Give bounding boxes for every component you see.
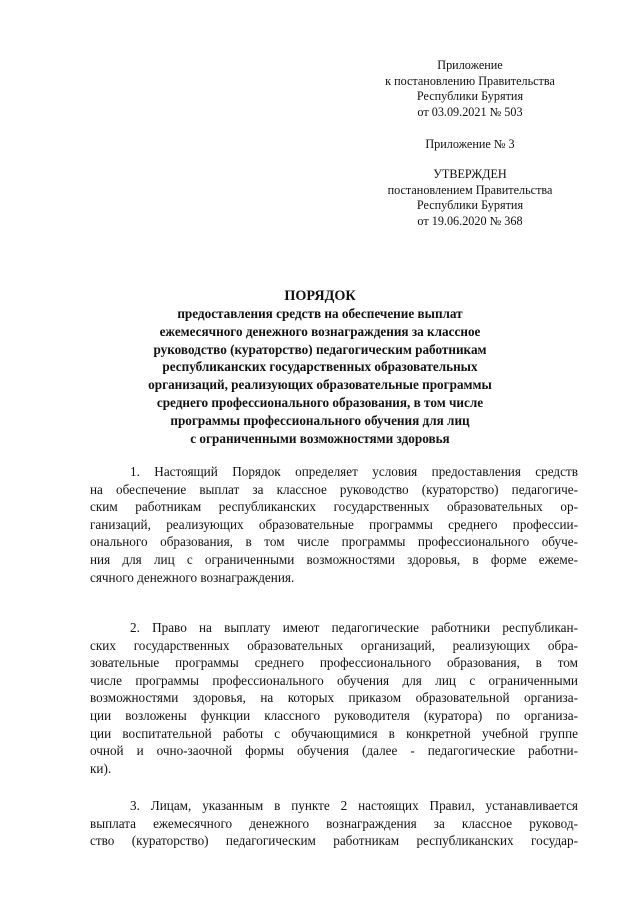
document-title: ПОРЯДОК [284, 288, 356, 304]
paragraph-line: зовательные программы среднего профессионального образования, в том [90, 655, 578, 671]
header-line: Приложение [437, 58, 503, 72]
paragraph-line: очной и очно-заочной формы обучения (далее - педагогические работни- [90, 743, 578, 759]
subtitle-line: республиканских государственных образовательных [162, 359, 478, 375]
paragraph-line: выплата ежемесячного денежного вознаграждения за классное руковод- [90, 815, 578, 831]
subtitle-line: среднего профессионального образования, в том числе [156, 394, 484, 410]
subtitle-line: руководство (кураторство) педагогическим работникам [153, 341, 487, 357]
header-line: от 19.06.2020 № 368 [417, 213, 523, 228]
paragraph-line: ки). [90, 760, 112, 776]
paragraph-line: 2. Право на выплату имеют педагогические работники республикан- [130, 620, 578, 635]
paragraph-1 [90, 463, 578, 586]
paragraph-2 [90, 619, 578, 777]
subtitle-line: ежемесячного денежного вознаграждения за классное [159, 323, 481, 339]
header-line: к постановлению Правительства [385, 73, 555, 88]
header-line: Республики Бурятия [416, 89, 524, 103]
subtitle-line: предоставления средств на обеспечение выплат [177, 306, 463, 321]
paragraph-line: на обеспечение выплат за классное руководство (кураторство) педагогиче- [90, 481, 578, 497]
paragraph-line: 1. Настоящий Порядок определяет условия предоставления средств [130, 464, 578, 479]
paragraph-line: 3. Лицам, указанным в пункте 2 настоящих Правил, устанавливается [130, 798, 578, 813]
approval-header [365, 167, 575, 229]
paragraph-line: ство (кураторство) педагогическим работникам республиканских государ- [90, 833, 578, 849]
paragraph-line: ганизаций, реализующих образовательные программы среднего профессии- [90, 516, 578, 532]
paragraph-line: числе программы профессионального обучения для лиц с ограниченными [90, 672, 578, 688]
subtitle-line: с ограниченными возможностями здоровья [190, 430, 450, 446]
paragraph-line: ния для лиц с ограниченными возможностями здоровья, в форме ежеме- [90, 551, 578, 567]
header-line: постановлением Правительства [387, 182, 553, 197]
subtitle-line: организаций, реализующих образовательные программы [148, 377, 492, 393]
appendix-header [365, 58, 575, 120]
paragraph-line: онального образования, в том числе программы профессионального обуче- [90, 534, 578, 550]
appendix-number [365, 137, 575, 153]
paragraph-line: ции воспитательной работы с обучающимися в конкретной учебной группе [90, 725, 578, 741]
paragraph-line: ским работникам республиканских государственных образовательных ор- [90, 499, 578, 515]
header-line: УТВЕРЖДЕН [433, 167, 507, 181]
subtitle-line: программы профессионального обучения для лиц [170, 412, 470, 428]
paragraph-line: ции возложены функции классного руководителя (куратора) по организа- [90, 707, 578, 723]
header-line: Республики Бурятия [416, 198, 524, 212]
document-subtitle [60, 305, 580, 447]
header-line: от 03.09.2021 № 503 [417, 104, 523, 119]
paragraph-line: сячного денежного вознаграждения. [90, 569, 295, 585]
header-line: Приложение № 3 [425, 137, 515, 151]
paragraph-line: ских государственных образовательных организаций, реализующих обра- [90, 637, 578, 653]
paragraph-line: возможностями здоровья, на которых приказом образовательной организа- [90, 690, 578, 706]
paragraph-3 [90, 797, 578, 850]
